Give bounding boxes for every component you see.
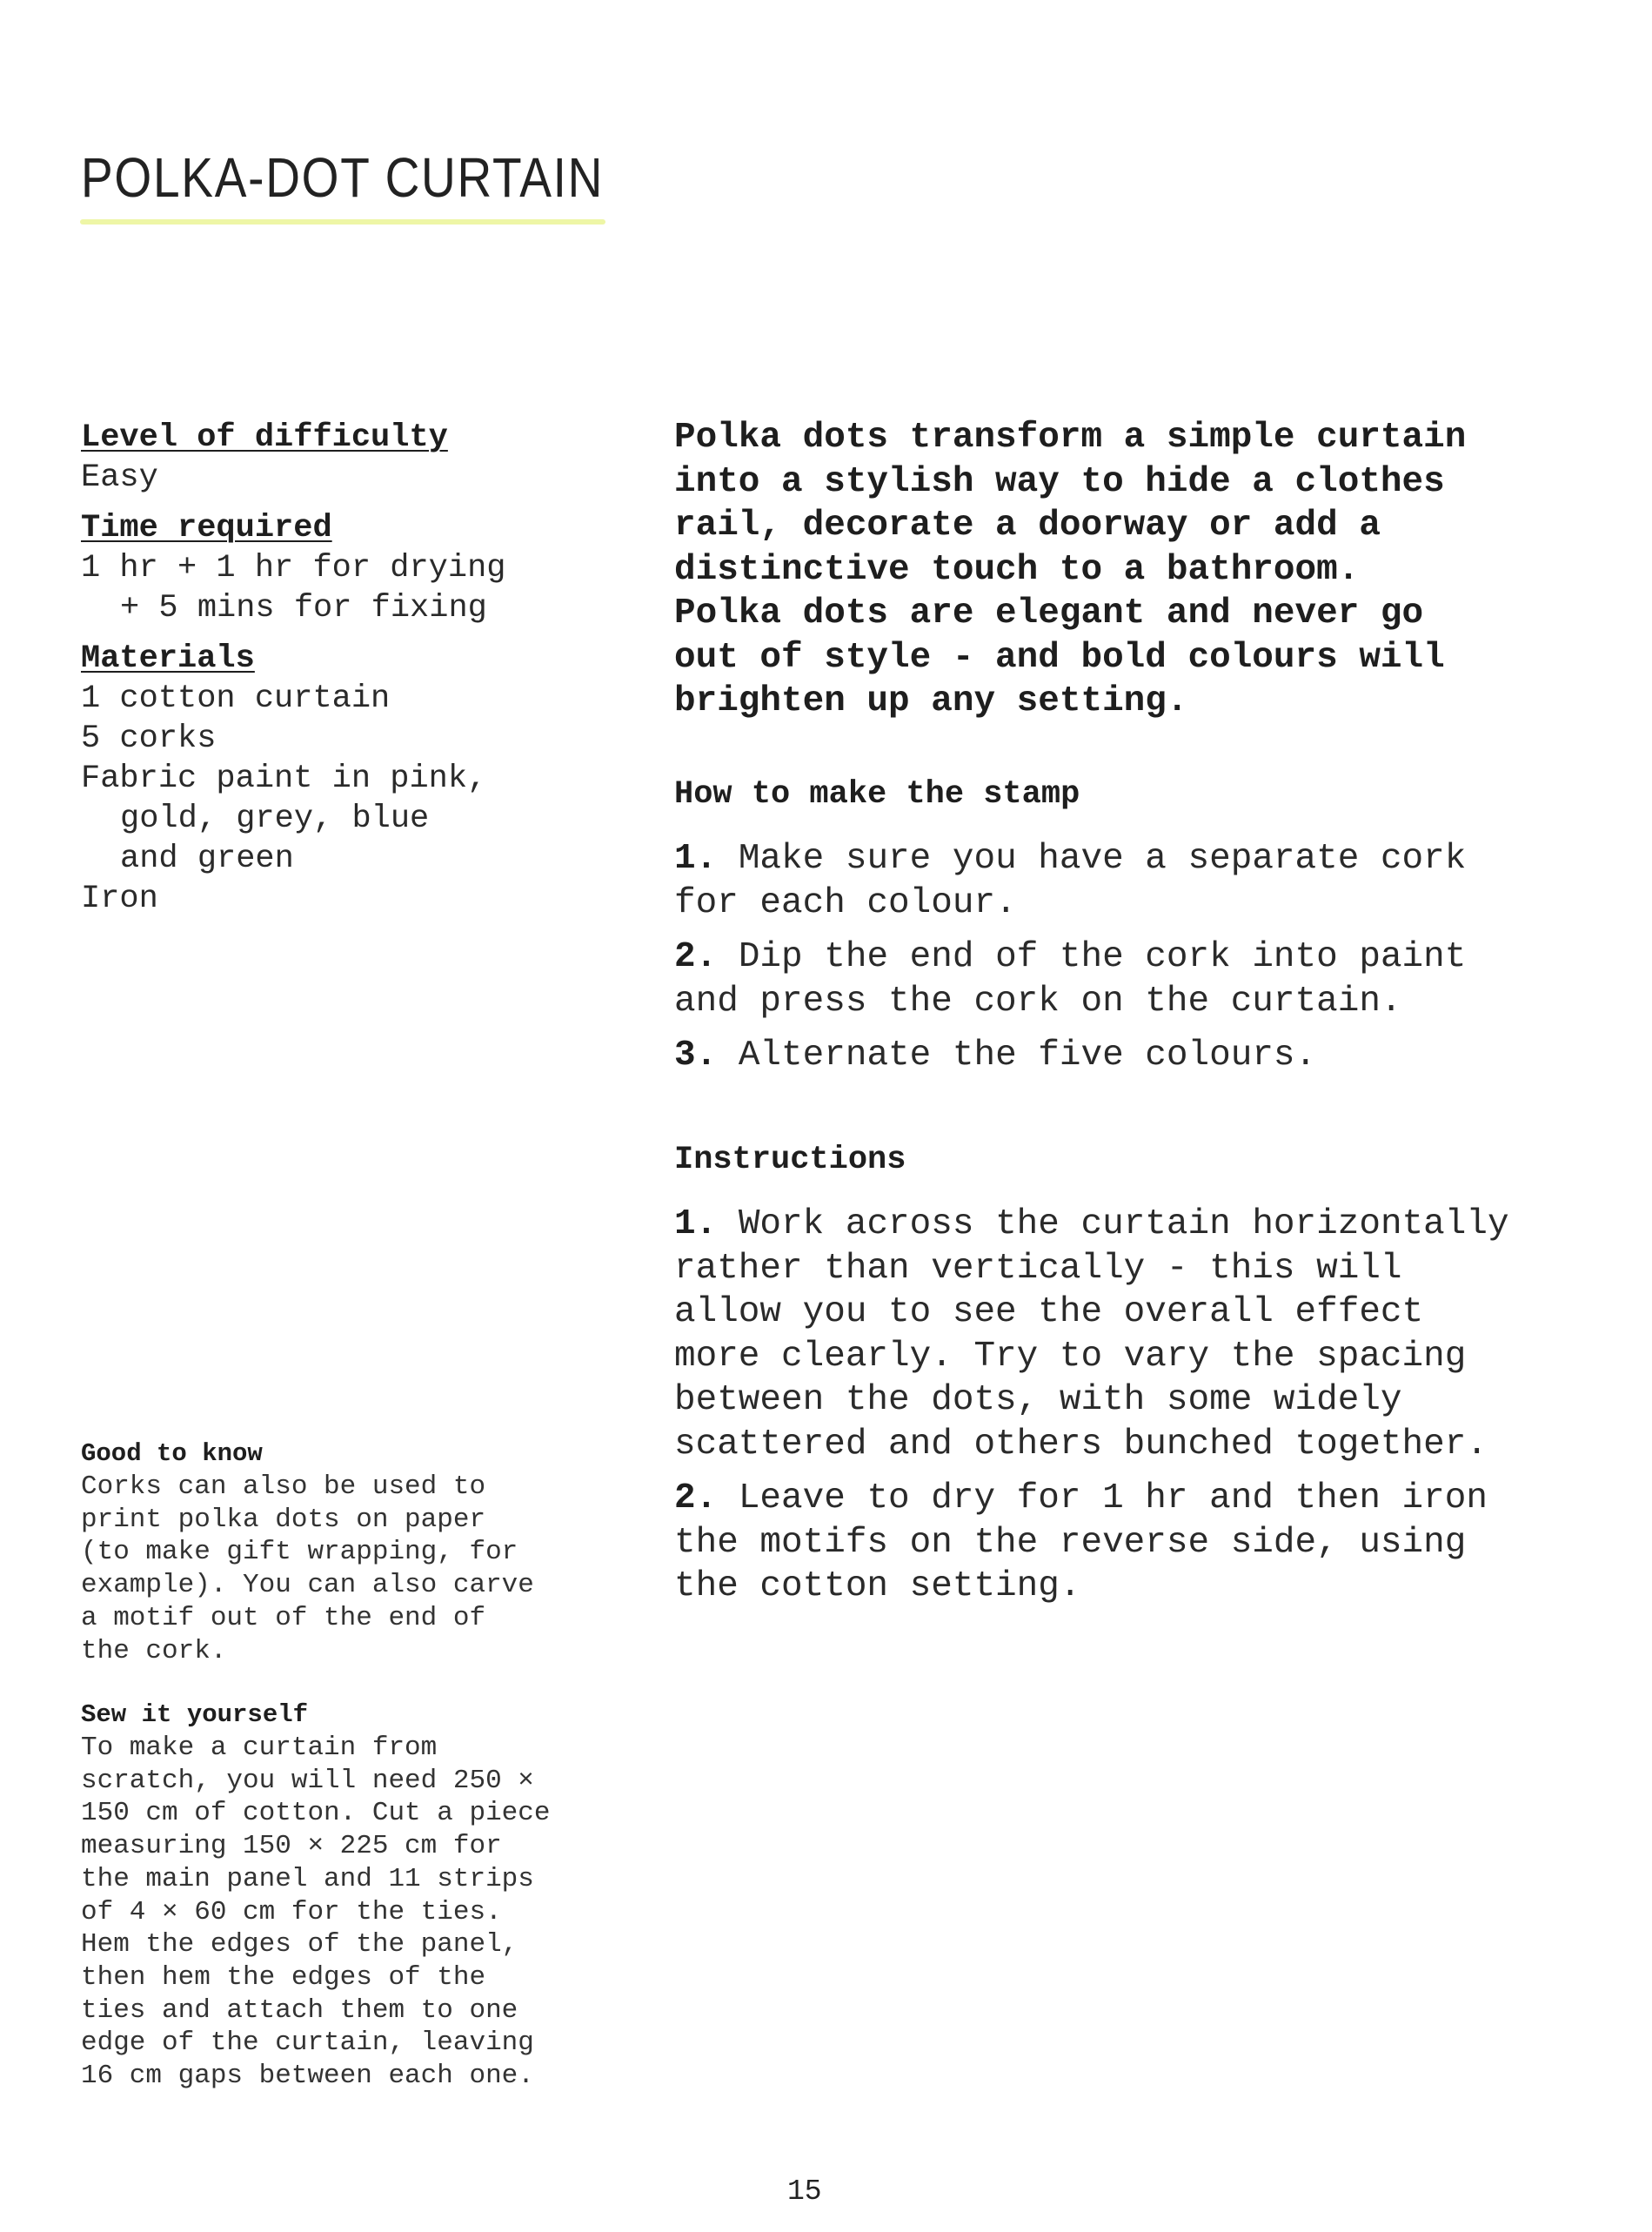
step-text: Dip the end of the cork into paint [738,937,1467,977]
step-text: Work across the curtain horizontally [738,1204,1509,1244]
intro-paragraph [674,416,1579,724]
step-number: 1. [674,1204,718,1244]
materials-label: Materials [81,640,255,677]
materials-list [81,679,603,919]
stamp-heading: How to make the stamp [674,776,1080,813]
material-item: 5 corks [81,721,217,757]
step-text: Leave to dry for 1 hr and then iron [738,1478,1488,1518]
text-line: a motif out of the end of [81,1602,486,1633]
text-line: example). You can also carve [81,1570,534,1601]
text-line: (to make gift wrapping, for [81,1537,518,1568]
stamp-step [674,1034,1579,1078]
text-line: then hem the edges of the [81,1961,486,1993]
step-number: 2. [674,937,718,977]
step-text: allow you to see the overall effect [674,1292,1424,1332]
step-text: for each colour. [674,882,1017,923]
text-line: To make a curtain from [81,1733,438,1763]
page-number: 15 [787,2175,822,2208]
difficulty-value: Easy [81,459,158,496]
material-item-line: gold, grey, blue [120,801,430,837]
text-line: the cork. [81,1635,227,1666]
step-text: the cotton setting. [674,1566,1081,1606]
instructions-section [674,1140,1579,1619]
intro-line: into a stylish way to hide a clothes [674,461,1445,502]
step-text: the motifs on the reverse side, using [674,1522,1467,1563]
text-line: the main panel and 11 strips [81,1863,534,1894]
step-text: more clearly. Try to vary the spacing [674,1336,1467,1377]
intro-line: distinctive touch to a bathroom. [674,549,1360,590]
text-line: of 4 × 60 cm for the ties. [81,1896,502,1927]
instructions-heading: Instructions [674,1142,906,1178]
instruction-step [674,1203,1579,1466]
text-line: edge of the curtain, leaving [81,2028,534,2059]
page-title: POLKA-DOT CURTAIN [81,146,605,209]
step-text: and press the cork on the curtain. [674,981,1402,1022]
sew-it-yourself-box [81,1699,620,2093]
intro-line: Polka dots transform a simple curtain [674,418,1467,458]
intro-line: rail, decorate a doorway or add a [674,506,1381,546]
text-line: print polka dots on paper [81,1504,486,1535]
step-text: scattered and others bunched together. [674,1424,1488,1465]
project-overview [81,418,603,919]
intro-line: Polka dots are elegant and never go [674,593,1424,633]
step-number: 3. [674,1036,718,1076]
text-line: measuring 150 × 225 cm for [81,1831,502,1862]
step-text: between the dots, with some widely [674,1380,1402,1420]
stamp-step [674,935,1579,1023]
stamp-step [674,837,1579,925]
intro-line: out of style - and bold colours will [674,637,1445,678]
text-line: 150 cm of cotton. Cut a piece [81,1798,551,1829]
title-underline-highlight [80,219,605,225]
text-line: Hem the edges of the panel, [81,1929,518,1961]
sew-it-yourself-heading: Sew it yourself [81,1700,309,1729]
difficulty-label: Level of difficulty [81,419,448,456]
text-line: 16 cm gaps between each one. [81,2061,534,2092]
intro-line: brighten up any setting. [674,681,1188,721]
material-item-line: and green [120,841,294,877]
step-text: Alternate the five colours. [738,1036,1317,1076]
good-to-know-text [81,1471,620,1667]
material-item: 1 cotton curtain [81,680,391,717]
time-label: Time required [81,510,332,546]
text-line: scratch, you will need 250 × [81,1765,534,1796]
text-line: ties and attach them to one [81,1994,518,2026]
time-value-line: 1 hr + 1 hr for drying [81,550,506,586]
text-line: Corks can also be used to [81,1471,486,1502]
good-to-know-heading: Good to know [81,1439,263,1468]
material-item-line: Fabric paint in pink, [81,761,487,797]
material-item: Iron [81,881,158,917]
time-value-line: + 5 mins for fixing [120,590,487,627]
step-text: rather than vertically - this will [674,1248,1402,1289]
step-number: 2. [674,1478,718,1518]
step-text: Make sure you have a separate cork [738,839,1467,879]
stamp-section [674,774,1579,1089]
sew-it-yourself-text [81,1732,620,2093]
good-to-know-box [81,1438,620,1667]
material-item [81,759,603,879]
instruction-step [674,1477,1579,1609]
step-number: 1. [674,839,718,879]
